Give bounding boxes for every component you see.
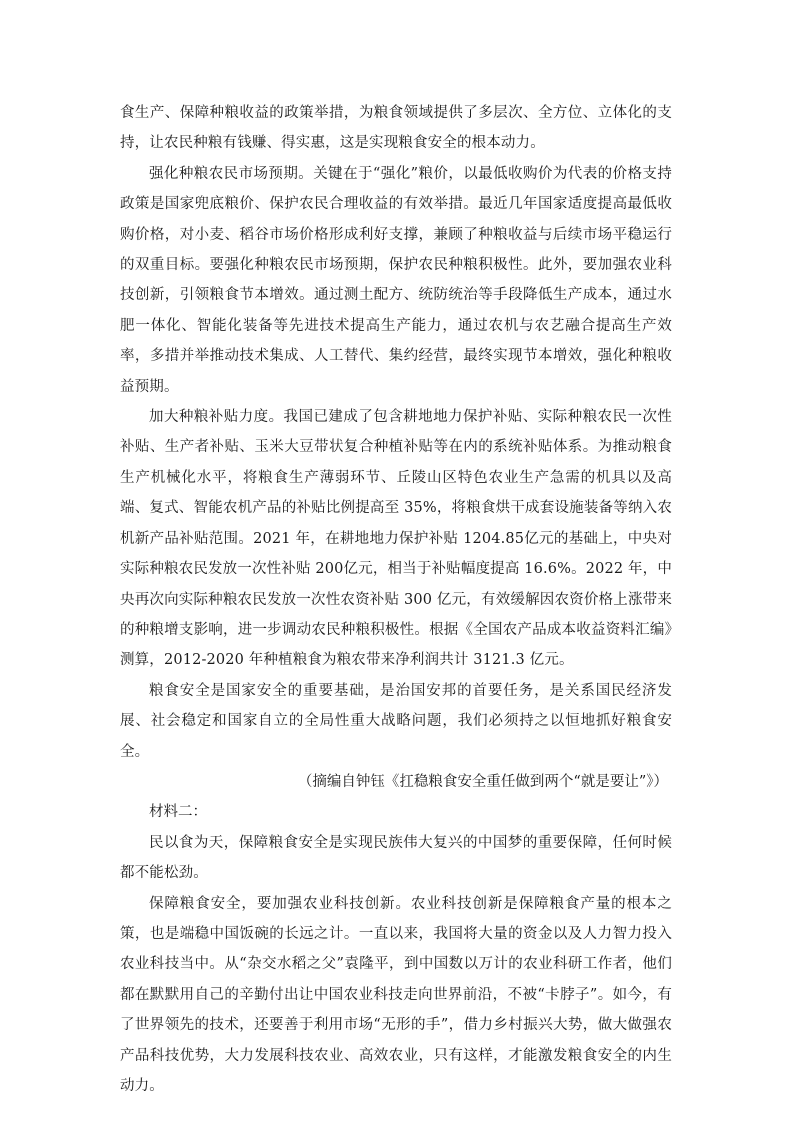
document-page [120, 98, 672, 1101]
paragraph-agri-tech-innovation: 保障粮食安全，要加强农业科技创新。农业科技创新是保障粮食产量的根本之策，也是端稳中国饭碗的长远之计。一直以来，我国将大量的资金以及人力智力投入农业科技当中。从“杂交水稻之父”袁隆平，到中国数以万计的农业科研工作者，他们都在默默用自己的辛勤付出让中国农业科技走向世界前沿，不被“卡脖子”。如今，有了世界领先的技术，还要善于利用市场“无形的手”，借力乡村振兴大势，做大做强农产品科技优势，大力发展科技农业、高效农业，只有这样，才能激发粮食安全的内生动力。 [120, 895, 672, 1094]
paragraph-food-security-basis: 粮食安全是国家安全的重要基础，是治国安邦的首要任务，是关系国民经济发展、社会稳定和国家自立的全局性重大战略问题，我们必须持之以恒地抓好粮食安全。 [120, 682, 672, 760]
paragraph-food-is-heaven: 民以食为天，保障粮食安全是实现民族伟大复兴的中国梦的重要保障，任何时候都不能松劲。 [120, 834, 672, 882]
paragraph-market-expectation: 强化种粮农民市场预期。关键在于“强化”粮价，以最低收购价为代表的价格支持政策是国家兜底粮价、保护农民合理收益的有效举措。最近几年国家适度提高最低收购价格，对小麦、稻谷市场价格形成利好支撑，兼顾了种粮收益与后续市场平稳运行的双重目标。要强化种粮农民市场预期，保护农民种粮积极性。此外，要加强农业科技创新，引领粮食节本增效。通过测土配方、统防统治等手段降低生产成本，通过水肥一体化、智能化装备等先进技术提高生产能力，通过农机与农艺融合提高生产效率，多措并举推动技术集成、人工替代、集约经营，最终实现节本增效，强化种粮收益预期。 [120, 165, 672, 395]
material-two-label: 材料二： [149, 804, 207, 821]
paragraph-continued: 食生产、保障种粮收益的政策举措，为粮食领域提供了多层次、全方位、立体化的支持，让农民种粮有钱赚、得实惠，这是实现粮食安全的根本动力。 [120, 105, 672, 152]
paragraph-subsidy: 加大种粮补贴力度。我国已建成了包含耕地地力保护补贴、实际种粮农民一次性补贴、生产者补贴、玉米大豆带状复合种植补贴等在内的系统补贴体系。为推动粮食生产机械化水平，将粮食生产薄弱环节、丘陵山区特色农业生产急需的机具以及高端、复式、智能农机产品的补贴比例提高至 35%，将粮食烘干成套设施装备等纳入农机新产品补贴范围。2021 年，在耕地地力保护补贴 1204.85亿元的基础上，中央对实际种粮农民发放一次性补贴 200亿元，相当于补贴幅度提高 16.6%。2022 年，中央再次向实际种粮农民发放一次性农资补贴 300 亿元，有效缓解因农资价格上涨带来的种粮增支影响，进一步调动农民种粮积极性。根据《全国农产品成本收益资料汇编》测算，2012-2020 年种植粮食为粮农带来净利润共计 3121.3 亿元。 [120, 409, 672, 669]
source-citation: （摘编自钟钰《扛稳粮食安全重任做到两个“就是要让”》） [297, 773, 668, 790]
